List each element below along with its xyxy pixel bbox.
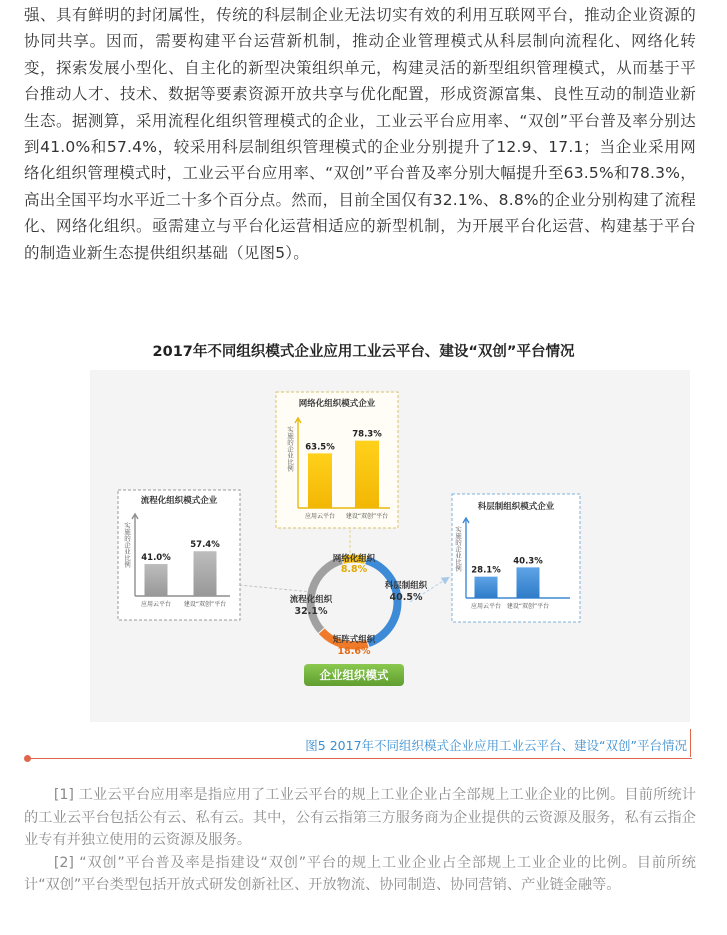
hierarchy-bar-1 — [475, 577, 498, 598]
panel-network — [276, 392, 398, 528]
panel-hierarchy — [452, 494, 580, 622]
donut-label-2: 科层制组织 — [384, 581, 428, 591]
donut-value-2: 40.5% — [389, 592, 423, 603]
network-title: 网络化组织模式企业 — [298, 399, 376, 409]
flow-title: 流程化组织模式企业 — [140, 496, 218, 506]
network-value-1: 63.5% — [305, 442, 335, 453]
hierarchy-value-1: 28.1% — [471, 565, 501, 576]
hierarchy-ylabel: 实施的企业比例 — [454, 526, 462, 572]
hierarchy-category-1: 应用云平台 — [470, 603, 502, 610]
hierarchy-bar-2 — [517, 567, 540, 598]
org-mode-badge-label: 企业组织模式 — [319, 668, 389, 682]
network-category-1: 应用云平台 — [304, 513, 336, 520]
flow-category-1: 应用云平台 — [140, 601, 172, 608]
donut-value-3: 18.6% — [337, 646, 371, 657]
caption-rule-vertical — [690, 729, 691, 757]
network-category-2: 建设“双创”平台 — [345, 513, 389, 520]
hierarchy-title: 科层制组织模式企业 — [477, 502, 555, 512]
donut-label-4: 流程化组织 — [289, 595, 333, 605]
donut-chart — [290, 553, 428, 657]
donut-label-1: 网络化组织 — [332, 554, 376, 564]
flow-value-1: 41.0% — [141, 553, 171, 564]
figure-svg — [90, 370, 690, 722]
org-mode-badge — [304, 664, 404, 686]
flow-value-2: 57.4% — [190, 540, 220, 551]
network-bar-1 — [308, 453, 332, 508]
donut-value-1: 8.8% — [340, 564, 368, 575]
footnotes — [24, 784, 696, 897]
figure-5 — [90, 370, 690, 722]
footnote-1: [1] 工业云平台应用率是指应用了工业云平台的规上工业企业占全部规上工业企业的比例。目前所统计的工业云平台包括公有云、私有云。其中，公有云指第三方服务商为企业提供的云资源及服务，私有云指企业专有并独立使用的云资源及服务。 — [24, 787, 696, 848]
flow-ylabel: 实施的企业比例 — [123, 522, 131, 568]
donut-value-4: 32.1% — [294, 606, 328, 617]
panel-flow — [118, 490, 240, 620]
donut-label-3: 矩阵式组织 — [332, 635, 376, 645]
figure-caption: 图5 2017年不同组织模式企业应用工业云平台、建设“双创”平台情况 — [305, 738, 687, 753]
flow-category-2: 建设“双创”平台 — [183, 601, 227, 608]
network-ylabel: 实施的企业比例 — [286, 426, 294, 472]
network-value-2: 78.3% — [352, 429, 382, 440]
network-bar-2 — [355, 441, 379, 508]
caption-rule-dot — [24, 755, 31, 762]
hierarchy-category-2: 建设“双创”平台 — [506, 603, 550, 610]
figure-title: 2017年不同组织模式企业应用工业云平台、建设“双创”平台情况 — [152, 344, 575, 360]
caption-rule — [28, 758, 692, 759]
hierarchy-value-2: 40.3% — [513, 556, 543, 567]
body-paragraph: 强、具有鲜明的封闭属性，传统的科层制企业无法切实有效的利用互联网平台，推动企业资源的协同共享。因而，需要构建平台运营新机制，推动企业管理模式从科层制向流程化、网络化转变，探索发展小型化、自主化的新型决策组织单元，构建灵活的新型组织管理模式，从而基于平台推动人才、技术、数据等要素资源开放共享与优化配置，形成资源富集、良性互动的制造业新生态。据测算，采用流程化组织管理模式的企业，工业云平台应用率、“双创”平台普及率分别达到41.0%和57.4%，较采用科层制组织管理模式的企业分别提升了12.9、17.1；当企业采用网络化组织管理模式时，工业云平台应用率、“双创”平台普及率分别大幅提升至63.5%和78.3%，高出全国平均水平近二十多个百分点。然而，目前全国仅有32.1%、8.8%的企业分别构建了流程化、网络化组织。亟需建立与平台化运营相适应的新型机制，为开展平台化运营、构建基于平台的制造业新生态提供组织基础（见图5）。 — [24, 6, 696, 262]
flow-bar-1 — [145, 564, 168, 596]
footnote-2: [2] “双创”平台普及率是指建设“双创”平台的规上工业企业占全部规上工业企业的比例。目前所统计“双创”平台类型包括开放式研发创新社区、开放物流、协同制造、协同营销、产业链金融等。 — [24, 854, 696, 893]
flow-bar-2 — [194, 551, 217, 596]
